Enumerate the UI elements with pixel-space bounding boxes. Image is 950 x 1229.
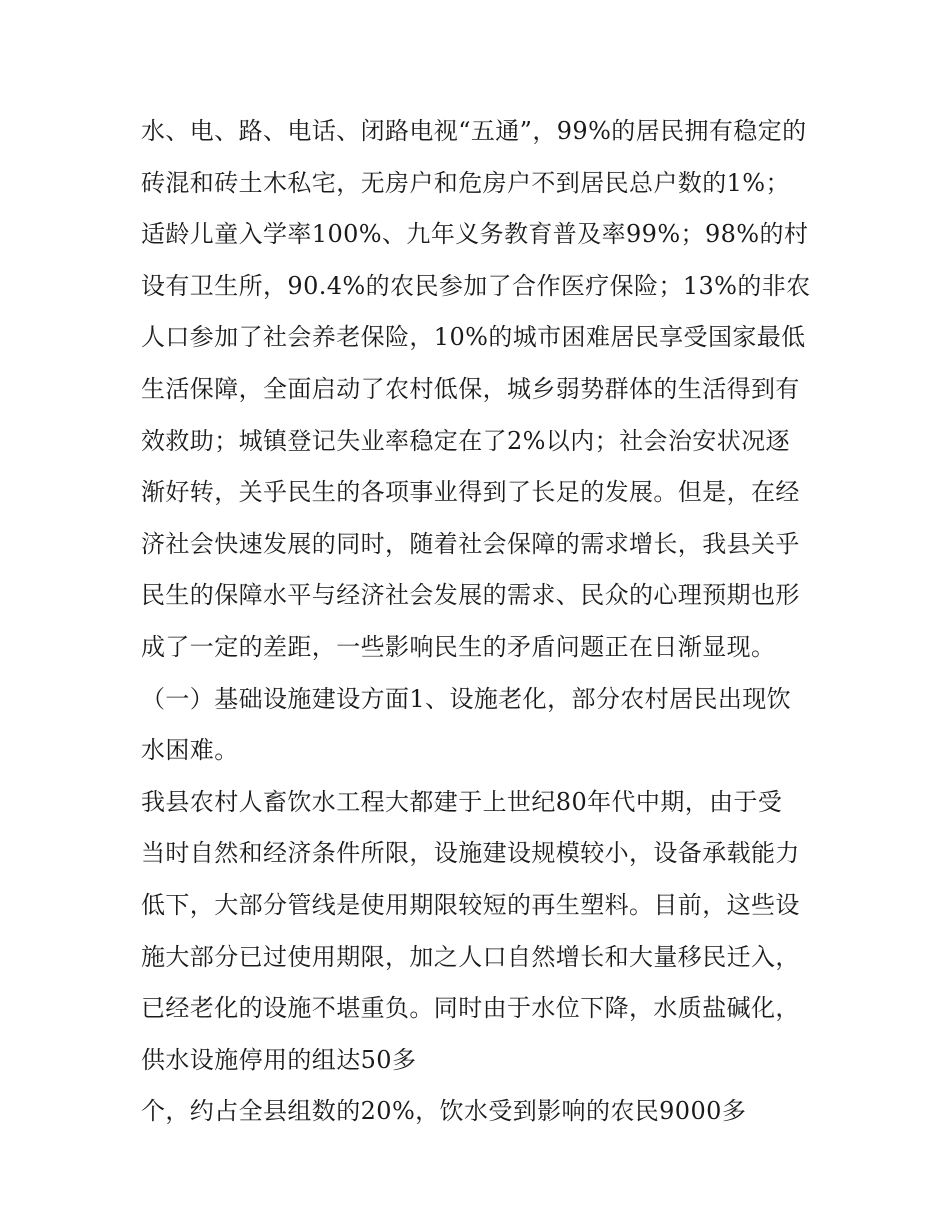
text-line: 水、电、路、电话、闭路电视“五通”，99%的居民拥有稳定的 — [141, 117, 807, 145]
text-line: 渐好转，关乎民生的各项事业得到了长足的发展。但是，在经 — [141, 478, 800, 507]
text-line: 民生的保障水平与经济社会发展的需求、民众的心理预期也形 — [141, 581, 800, 610]
text-line: 低下，大部分管线是使用期限较短的再生塑料。目前，这些设 — [141, 890, 800, 919]
text-line: 生活保障，全面启动了农村低保，城乡弱势群体的生活得到有 — [141, 374, 800, 403]
text-line: 当时自然和经济条件所限，设施建设规模较小，设备承载能力 — [141, 839, 800, 868]
section-heading-line: 水困难。 — [141, 736, 239, 765]
text-line: 适龄儿童入学率100%、九年义务教育普及率99%；98%的村 — [141, 220, 809, 249]
text-line: 已经老化的设施不堪重负。同时由于水位下降，水质盐碱化， — [141, 994, 800, 1023]
text-line: 个，约占全县组数的20%，饮水受到影响的农民9000多 — [141, 1097, 747, 1126]
text-line: 砖混和砖土木私宅，无房户和危房户不到居民总户数的1%； — [141, 168, 790, 197]
body-text — [141, 106, 831, 1138]
text-line: 我县农村人畜饮水工程大都建于上世纪80年代中期，由于受 — [141, 787, 783, 816]
text-line: 效救助；城镇登记失业率稳定在了2%以内；社会治安状况逐 — [141, 426, 790, 455]
text-line: 济社会快速发展的同时，随着社会保障的需求增长，我县关乎 — [141, 529, 800, 558]
text-line: 人口参加了社会养老保险，10%的城市困难居民享受国家最低 — [141, 323, 806, 352]
text-line: 成了一定的差距，一些影响民生的矛盾问题正在日渐显现。 — [141, 632, 776, 661]
text-line: 施大部分已过使用期限，加之人口自然增长和大量移民迁入， — [141, 942, 800, 971]
text-line: 供水设施停用的组达50多 — [141, 1045, 417, 1074]
section-heading-line: （一）基础设施建设方面1、设施老化，部分农村居民出现饮 — [141, 684, 792, 713]
text-line: 设有卫生所，90.4%的农民参加了合作医疗保险；13%的非农 — [141, 271, 811, 300]
